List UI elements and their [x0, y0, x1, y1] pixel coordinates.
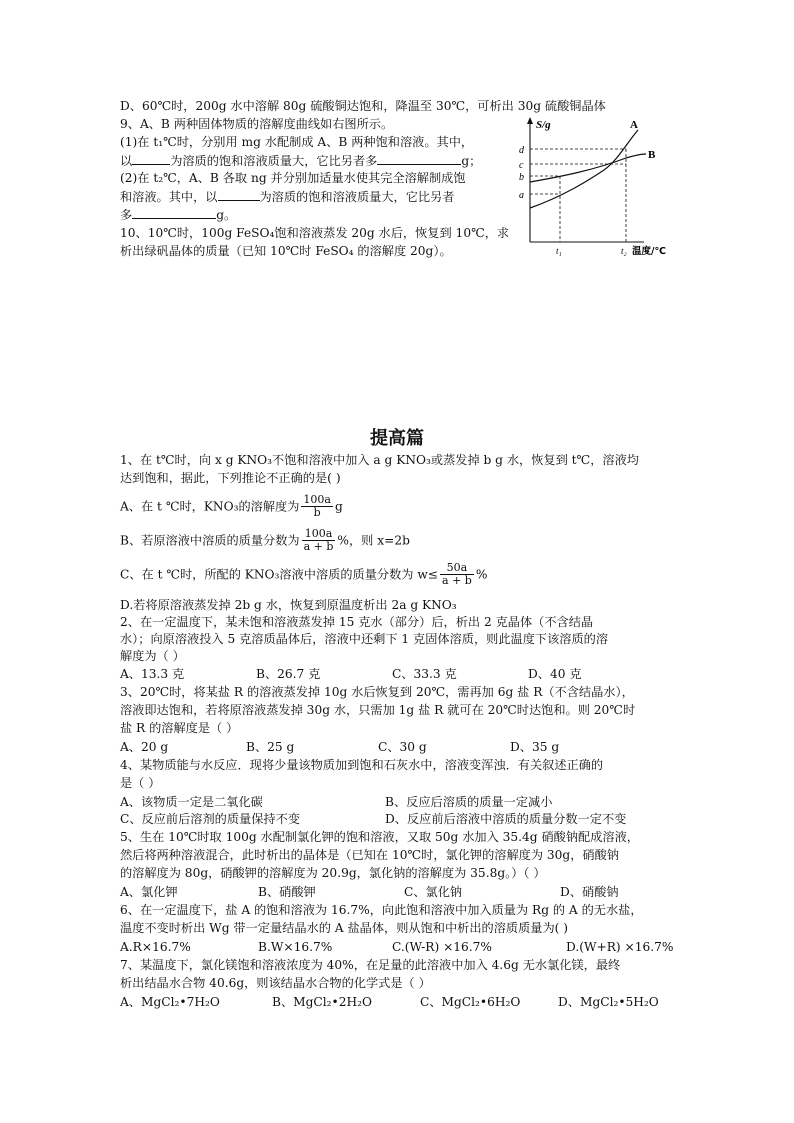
q2-line3: 解度为（ ） [120, 649, 185, 663]
q1-stem-line2: 达到饱和，据此，下列推论不正确的是( ) [120, 471, 341, 485]
q9-part1-end: g； [461, 154, 482, 168]
q7-line1: 7、某温度下，氯化镁饱和溶液浓度为 40%，在足量的此溶液中加入 4.6g 无水氯化镁，最终 [120, 958, 621, 972]
q4-option-d[interactable]: D、反应前后溶液中溶质的质量分数一定不变 [385, 812, 627, 826]
q4-option-a[interactable]: A、该物质一定是二氧化碳 [120, 795, 263, 809]
q6-line2: 温度不变时析出 Wg 带一定量结晶水的 A 盐晶体，则从饱和中析出的溶质质量为( ) [120, 921, 569, 935]
q9-part2-line3 [120, 206, 236, 223]
q9-blank-4[interactable] [132, 206, 216, 219]
q7-line2: 析出结晶水合物 40.6g，则该结晶水合物的化学式是（ ） [120, 976, 431, 990]
q5-line3: 的溶解度为 80g，硝酸钾的溶解度为 20.9g，氯化钠的溶解度为 35.8g。）（ ） [120, 866, 546, 880]
q6-option-a[interactable]: A.R×16.7% [120, 940, 191, 954]
q1-option-a-text: A、在 t ℃时，KNO₃的溶解度为 [120, 499, 300, 514]
q9-part1-line1: (1)在 t₁℃时，分别用 mg 水配制成 A、B 两种饱和溶液。其中， [120, 135, 474, 149]
q1-option-b-fraction [302, 528, 336, 553]
curve-b [530, 154, 646, 182]
q3-line3: 盐 R 的溶解度是（ ） [120, 721, 239, 735]
q1-option-a [120, 494, 343, 519]
x-tick-t1: t₁ [556, 246, 562, 256]
q3-line2: 溶液即达饱和，若将原溶液蒸发掉 30g 水，只需加 1g 盐 R 就可在 20℃时达饱和。则 20℃时 [120, 703, 636, 717]
q1-b-numerator: 100a [302, 528, 336, 541]
q3-line1: 3、20℃时，将某盐 R 的溶液蒸发掉 10g 水后恢复到 20℃，需再加 6g 盐 R（不含结晶水）， [120, 685, 634, 699]
q7-option-b[interactable]: B、MgCl₂•2H₂O [272, 995, 372, 1009]
y-tick-a: a [519, 190, 524, 201]
curve-a [530, 130, 638, 208]
q9-part2-middle: 为溶质的饱和溶液质量大，它比另者 [259, 190, 455, 204]
q1-option-a-unit: g [334, 499, 343, 514]
q1-c-denominator: a + b [442, 574, 472, 587]
y-axis-arrow [527, 117, 533, 124]
q4-option-c[interactable]: C、反应前后溶剂的质量保持不变 [120, 812, 300, 826]
q10-line2: 析出绿矾晶体的质量（已知 10℃时 FeSO₄ 的溶解度 20g）。 [120, 244, 452, 258]
q1-option-c-tail: % [475, 567, 488, 582]
q4-line2: 是（ ） [120, 776, 161, 790]
q5-line1: 5、生在 10℃时取 100g 水配制氯化钾的饱和溶液，又取 50g 水加入 35.4g 硝酸钠配成溶液， [120, 830, 639, 844]
y-axis-label: S/g [536, 119, 551, 131]
q7-option-a[interactable]: A、MgCl₂•7H₂O [120, 995, 220, 1009]
q3-option-a[interactable]: A、20 g [120, 740, 169, 754]
q2-line2: 水）；向原溶液投入 5 克溶质晶体后，溶液中还剩下 1 克固体溶质，则此温度下该溶质的溶 [120, 632, 609, 646]
q1-option-c-fraction [440, 562, 474, 587]
q6-line1: 6、在一定温度下，盐 A 的饱和溶液为 16.7%，向此饱和溶液中加入质量为 Rg 的 A 的无水盐， [120, 903, 643, 917]
q6-option-c[interactable]: C.(W-R) ×16.7% [392, 940, 493, 954]
q7-option-c[interactable]: C、MgCl₂•6H₂O [420, 995, 521, 1009]
q1-option-c [120, 562, 487, 587]
q9-part2-end: g。 [216, 208, 237, 222]
q9-title: 9、A、B 两种固体物质的溶解度曲线如右图所示。 [120, 117, 394, 131]
q9-blank-1[interactable] [132, 152, 170, 165]
q1-stem-line1: 1、在 t℃时，向 x g KNO₃不饱和溶液中加入 a g KNO₃或蒸发掉 b g 水，恢复到 t℃，溶液均 [120, 453, 639, 467]
q9-blank-3[interactable] [218, 188, 260, 201]
q1-a-denominator: b [313, 506, 321, 519]
curve-a-label: A [630, 119, 638, 131]
q1-option-c-text: C、在 t ℃时，所配的 KNO₃溶液中溶质的质量分数为 w≤ [120, 567, 439, 582]
q2-option-c[interactable]: C、33.3 克 [392, 667, 457, 681]
y-tick-c: c [519, 160, 524, 171]
q1-a-numerator: 100a [303, 493, 331, 506]
q9-part2-line2 [120, 188, 455, 205]
q3-option-d[interactable]: D、35 g [510, 740, 560, 754]
q5-option-b[interactable]: B、硝酸钾 [258, 885, 316, 899]
q1-option-b-text: B、若原溶液中溶质的质量分数为 [120, 533, 300, 548]
q1-option-d: D.若将原溶液蒸发掉 2b g 水，恢复到原温度析出 2a g KNO₃ [120, 598, 457, 612]
q2-option-a[interactable]: A、13.3 克 [120, 667, 185, 681]
q5-option-c[interactable]: C、氯化钠 [404, 885, 463, 899]
q9-part2-prefix: 和溶液。其中，以 [120, 190, 218, 204]
q5-line2: 然后将两种溶液混合，此时析出的晶体是（已知在 10℃时，氯化钾的溶解度为 30g，硝酸钠 [120, 848, 619, 862]
q4-option-b[interactable]: B、反应后溶质的质量一定减小 [385, 795, 553, 809]
q6-option-d[interactable]: D.(W+R) ×16.7% [566, 940, 674, 954]
y-tick-d: d [519, 145, 524, 156]
q3-option-b[interactable]: B、25 g [246, 740, 295, 754]
q7-option-d[interactable]: D、MgCl₂•5H₂O [558, 995, 659, 1009]
q5-option-d[interactable]: D、硝酸钠 [560, 885, 619, 899]
q5-option-a[interactable]: A、氯化钾 [120, 885, 178, 899]
y-tick-b: b [519, 172, 524, 183]
q9-part1-middle: 为溶质的饱和溶液质量大，它比另者多 [170, 154, 378, 168]
curve-b-label: B [648, 149, 656, 161]
q9-part2-line1: (2)在 t₂℃，A、B 各取 ng 并分别加适量水使其完全溶解制成饱 [120, 171, 466, 185]
q2-option-b[interactable]: B、26.7 克 [256, 667, 321, 681]
q2-option-d[interactable]: D、40 克 [528, 667, 582, 681]
section-title: 提高篇 [370, 428, 424, 449]
q4-line1: 4、某物质能与水反应．现将少量该物质加到饱和石灰水中，溶液变浑浊．有关叙述正确的 [120, 758, 604, 772]
q2-line1: 2、在一定温度下，某未饱和溶液蒸发掉 15 克水（部分）后，析出 2 克晶体（不含结晶 [120, 615, 594, 629]
q9-part2-more: 多 [120, 208, 133, 222]
q9-blank-2[interactable] [377, 152, 461, 165]
q9-part1-line2 [120, 152, 481, 169]
q1-b-denominator: a + b [303, 540, 334, 553]
q9-part1-prefix: 以 [120, 154, 133, 168]
q10-line1: 10、10℃时，100g FeSO₄饱和溶液蒸发 20g 水后，恢复到 10℃，求 [120, 226, 510, 240]
q1-c-numerator: 50a [440, 562, 474, 575]
q1-option-b [120, 528, 410, 553]
q1-option-b-tail: %，则 x=2b [337, 533, 410, 548]
solubility-curve-figure [514, 114, 680, 264]
x-tick-t2: t₂ [621, 246, 627, 256]
option-d-line: D、60℃时，200g 水中溶解 80g 硫酸铜达饱和，降温至 30℃，可析出 30g 硫酸铜晶体 [120, 99, 606, 113]
q6-option-b[interactable]: B.W×16.7% [258, 940, 333, 954]
q1-option-a-fraction [301, 494, 333, 519]
x-axis-label: 温度/℃ [632, 246, 666, 257]
q3-option-c[interactable]: C、30 g [378, 740, 427, 754]
